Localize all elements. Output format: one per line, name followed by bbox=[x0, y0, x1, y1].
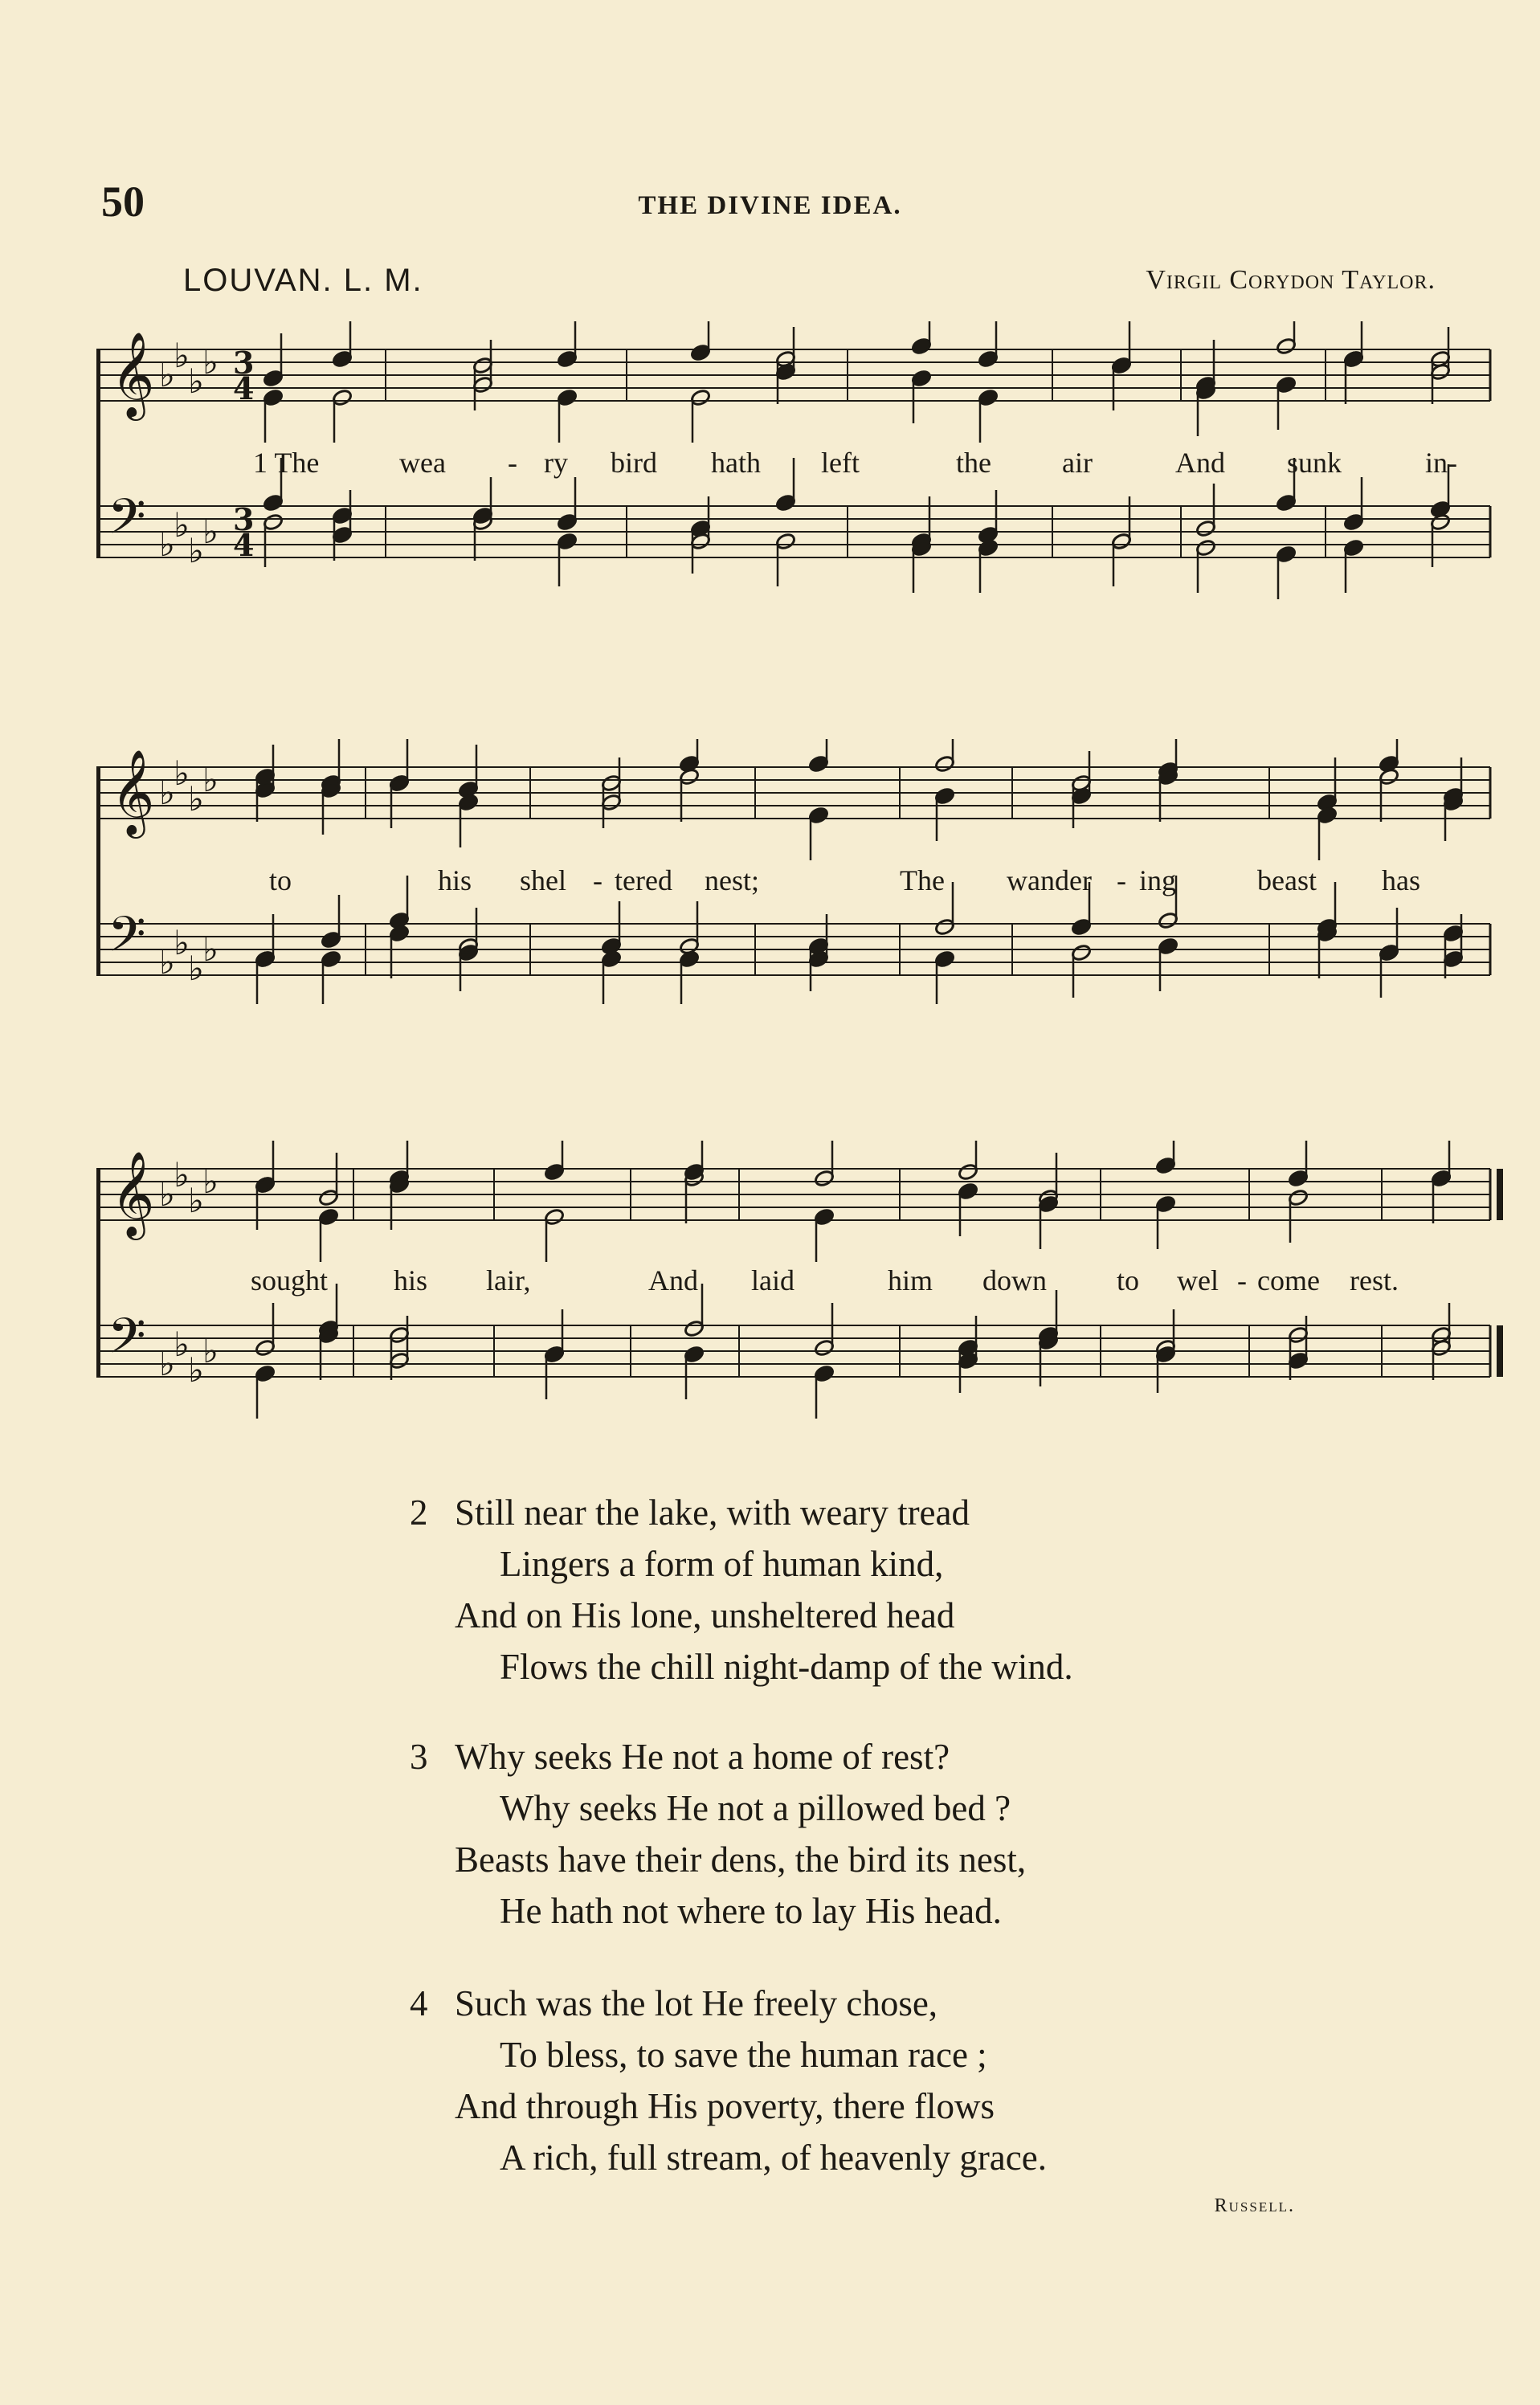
verse-line: Lingers a form of human kind, bbox=[500, 1544, 944, 1584]
lyric-syllable: rest. bbox=[1350, 1264, 1399, 1296]
lyric-syllable: has bbox=[1382, 864, 1420, 896]
page-number: 50 bbox=[101, 178, 145, 226]
lyric-syllable: ing bbox=[1139, 864, 1177, 896]
flat-icon: ♭ bbox=[174, 923, 190, 962]
flat-icon: ♭ bbox=[202, 760, 219, 799]
flat-icon: ♭ bbox=[188, 1181, 204, 1220]
flat-icon: ♭ bbox=[188, 361, 204, 401]
lyric-syllable: wel bbox=[1177, 1264, 1219, 1296]
lyric-syllable: - bbox=[593, 864, 603, 896]
verse-line: Beasts have their dens, the bird its nest, bbox=[455, 1839, 1027, 1880]
tune-name: LOUVAN. L. M. bbox=[183, 263, 423, 298]
treble-clef-icon: 𝄞 bbox=[111, 331, 155, 417]
verse-line: He hath not where to lay His head. bbox=[500, 1891, 1002, 1931]
verse-2 bbox=[410, 1487, 1073, 1692]
treble-clef-icon: 𝄞 bbox=[111, 1150, 155, 1236]
lyric-syllable: the bbox=[956, 447, 991, 479]
verse-number: 3 bbox=[410, 1737, 428, 1777]
lyric-syllable: bird bbox=[611, 447, 657, 479]
bass-clef-icon: 𝄢 bbox=[108, 1308, 146, 1377]
lyric-syllable: - bbox=[1117, 864, 1126, 896]
lyric-syllable: And bbox=[1175, 447, 1225, 479]
bass-clef-icon: 𝄢 bbox=[108, 906, 146, 975]
lyric-syllable: sought bbox=[251, 1264, 329, 1296]
verse-3 bbox=[410, 1731, 1026, 1937]
composer: Virgil Corydon Taylor. bbox=[1146, 265, 1436, 295]
lyric-syllable: sunk bbox=[1287, 447, 1342, 479]
flat-icon: ♭ bbox=[202, 929, 219, 969]
flat-icon: ♭ bbox=[188, 949, 204, 988]
flat-icon: ♭ bbox=[159, 942, 175, 982]
lyric-syllable: ry bbox=[544, 447, 568, 479]
verse-line: Flows the chill night-damp of the wind. bbox=[500, 1647, 1073, 1687]
attribution: Russell. bbox=[1214, 2195, 1295, 2216]
lyric-syllable: - bbox=[1237, 1264, 1247, 1296]
flat-icon: ♭ bbox=[188, 1350, 204, 1390]
flat-icon: ♭ bbox=[159, 1174, 175, 1214]
verse-line: 2 Still near the lake, with weary tread bbox=[410, 1487, 1073, 1538]
flat-icon: ♭ bbox=[159, 525, 175, 564]
flat-icon: ♭ bbox=[188, 779, 204, 819]
lyric-syllable: to bbox=[269, 864, 292, 896]
lyric-syllable: - bbox=[508, 447, 517, 479]
lyric-syllable: in- bbox=[1425, 447, 1457, 479]
verse-line: And through His poverty, there flows bbox=[455, 2086, 995, 2126]
verse-4 bbox=[410, 1978, 1047, 2183]
lyric-syllable: shel bbox=[520, 864, 566, 896]
time-signature-digit: 4 bbox=[233, 527, 255, 563]
music-system-2 bbox=[96, 739, 1506, 1076]
lyric-syllable: wander bbox=[1007, 864, 1092, 896]
lyric-syllable: down bbox=[982, 1264, 1047, 1296]
lyric-syllable: wea bbox=[399, 447, 446, 479]
flat-icon: ♭ bbox=[174, 1325, 190, 1364]
running-title: THE DIVINE IDEA. bbox=[638, 191, 902, 220]
music-system-1 bbox=[96, 321, 1506, 659]
lyric-syllable: him bbox=[888, 1264, 933, 1296]
lyric-syllable: beast bbox=[1257, 864, 1317, 896]
lyric-syllable: The bbox=[900, 864, 945, 896]
flat-icon: ♭ bbox=[188, 531, 204, 570]
treble-clef-icon: 𝄞 bbox=[111, 749, 155, 835]
verse-line: 4 Such was the lot He freely chose, bbox=[410, 1978, 1047, 2029]
flat-icon: ♭ bbox=[202, 1331, 219, 1370]
lyric-syllable: nest; bbox=[705, 864, 759, 896]
lyric-syllable: 1 The bbox=[253, 447, 320, 479]
flat-icon: ♭ bbox=[159, 1344, 175, 1383]
flat-icon: ♭ bbox=[202, 342, 219, 382]
flat-icon: ♭ bbox=[159, 773, 175, 812]
bass-clef-icon: 𝄢 bbox=[108, 488, 146, 557]
time-signature-digit: 4 bbox=[233, 370, 255, 406]
flat-icon: ♭ bbox=[159, 355, 175, 394]
flat-icon: ♭ bbox=[174, 753, 190, 793]
flat-icon: ♭ bbox=[174, 505, 190, 545]
lyric-syllable: his bbox=[394, 1264, 428, 1296]
flat-icon: ♭ bbox=[202, 1162, 219, 1201]
lyric-syllable: And bbox=[648, 1264, 698, 1296]
verse-line: To bless, to save the human race ; bbox=[500, 2035, 987, 2075]
time-signature-digit: 3 bbox=[233, 501, 255, 537]
lyric-syllable: laid bbox=[751, 1264, 795, 1296]
time-signature-digit: 3 bbox=[233, 345, 255, 381]
flat-icon: ♭ bbox=[202, 512, 219, 551]
flat-icon: ♭ bbox=[174, 1155, 190, 1194]
lyric-syllable: his bbox=[438, 864, 472, 896]
verse-line: Why seeks He not a pillowed bed ? bbox=[500, 1788, 1011, 1828]
lyric-syllable: air bbox=[1062, 447, 1093, 479]
lyric-syllable: to bbox=[1117, 1264, 1140, 1296]
lyric-syllable: left bbox=[821, 447, 860, 479]
lyric-syllable: lair, bbox=[486, 1264, 531, 1296]
flat-icon: ♭ bbox=[174, 336, 190, 375]
verse-number: 4 bbox=[410, 1983, 428, 2023]
music-system-3 bbox=[96, 1141, 1506, 1478]
verse-line: And on His lone, unsheltered head bbox=[455, 1595, 955, 1635]
lyric-syllable: hath bbox=[711, 447, 761, 479]
verse-number: 2 bbox=[410, 1492, 428, 1533]
verse-line: A rich, full stream, of heavenly grace. bbox=[500, 2138, 1047, 2178]
verse-line: 3 Why seeks He not a home of rest? bbox=[410, 1731, 1026, 1782]
lyric-syllable: come bbox=[1257, 1264, 1320, 1296]
lyric-syllable: tered bbox=[615, 864, 672, 896]
